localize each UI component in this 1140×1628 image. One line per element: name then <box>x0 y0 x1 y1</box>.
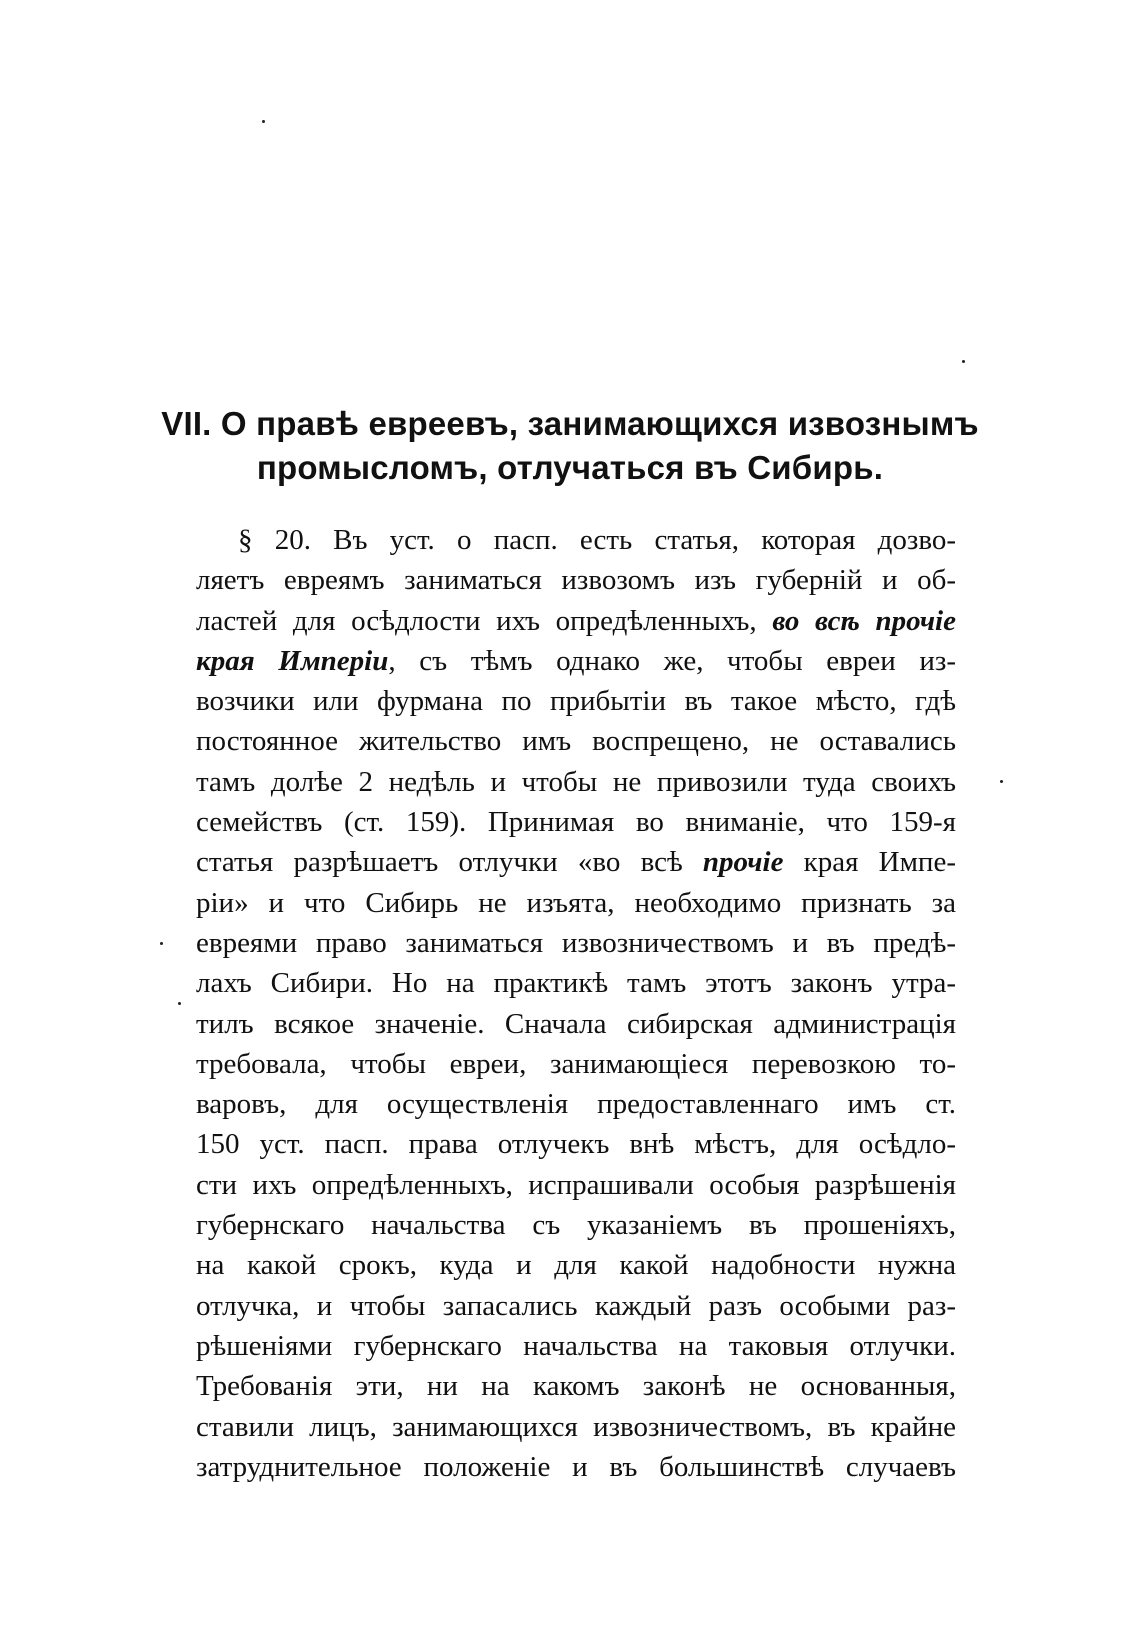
text-span: тилъ всякое значеніе. Сначала сибирская администрація <box>196 1007 956 1040</box>
text-line <box>196 721 956 761</box>
text-line <box>196 560 956 600</box>
text-line <box>196 762 956 802</box>
text-span: Требованія эти, ни на какомъ законѣ не основанныя, <box>196 1370 956 1403</box>
text-span: на какой срокъ, куда и для какой надобности нужна <box>196 1249 956 1282</box>
text-line <box>196 1245 956 1285</box>
text-line <box>196 641 956 681</box>
print-speck <box>1000 780 1003 783</box>
text-line <box>196 1447 956 1487</box>
section-heading <box>150 402 990 490</box>
text-span: , съ тѣмъ однако же, чтобы евреи из- <box>388 644 956 677</box>
text-span: 150 уст. пасп. права отлучекъ внѣ мѣстъ, для осѣдло- <box>196 1128 956 1161</box>
text-span: возчики или фурмана по прибытіи въ такое мѣсто, гдѣ <box>196 685 956 718</box>
print-speck <box>262 120 265 123</box>
paragraph <box>196 520 956 1487</box>
text-span: ластей для осѣдлости ихъ опредѣленныхъ, <box>196 604 773 637</box>
text-span: варовъ, для осуществленія предоставленнаго имъ ст. <box>196 1088 956 1121</box>
text-span: постоянное жительство имъ воспрещено, не оставались <box>196 725 956 758</box>
text-line <box>196 802 956 842</box>
text-span: ляетъ евреямъ заниматься извозомъ изъ губерній и об- <box>196 564 956 597</box>
italic-span: прочіе <box>702 846 784 879</box>
text-line <box>196 1205 956 1245</box>
text-line <box>196 601 956 641</box>
text-span: тамъ долѣе 2 недѣль и чтобы не привозили туда своихъ <box>196 765 956 798</box>
italic-span: во всѣ прочіе <box>772 604 956 637</box>
italic-span: края Имперіи <box>196 644 389 677</box>
heading-line-2: промысломъ, отлучаться въ Сибирь. <box>256 449 884 486</box>
text-line <box>196 1165 956 1205</box>
text-span: ставили лицъ, занимающихся извозничествомъ, въ крайне <box>196 1410 956 1443</box>
text-span: губернскаго начальства съ указаніемъ въ прошеніяхъ, <box>196 1209 956 1242</box>
text-span: ріи» и что Сибирь не изъята, необходимо признать за <box>196 886 956 919</box>
text-line <box>196 1084 956 1124</box>
text-span: рѣшеніями губернскаго начальства на таковыя отлучки. <box>196 1329 956 1362</box>
text-span: лахъ Сибири. Но на практикѣ тамъ этотъ законъ утра- <box>196 967 956 1000</box>
text-span: затруднительное положеніе и въ большинствѣ случаевъ <box>196 1450 956 1483</box>
text-span: края Импе- <box>783 846 956 879</box>
text-line <box>196 1366 956 1406</box>
print-speck <box>178 1002 181 1005</box>
text-span: § 20. Въ уст. о пасп. есть статья, которая дозво- <box>238 524 956 556</box>
text-line <box>196 1326 956 1366</box>
text-span: статья разрѣшаетъ отлучки «во всѣ <box>196 846 703 879</box>
text-line <box>196 681 956 721</box>
text-line <box>196 923 956 963</box>
text-line <box>196 842 956 882</box>
text-line <box>196 520 956 560</box>
text-line <box>196 883 956 923</box>
text-line <box>196 1044 956 1084</box>
text-span: семействъ (ст. 159). Принимая во вниманіе, что 159-я <box>196 806 956 839</box>
text-span: сти ихъ опредѣленныхъ, испрашивали особыя разрѣшенія <box>196 1168 956 1201</box>
text-span: евреями право заниматься извозничествомъ и въ предѣ- <box>196 926 956 959</box>
text-line <box>196 963 956 1003</box>
text-span: требовала, чтобы евреи, занимающіеся перевозкою то- <box>196 1047 956 1080</box>
print-speck <box>160 942 163 945</box>
text-line <box>196 1286 956 1326</box>
text-line <box>196 1124 956 1164</box>
text-line <box>196 1004 956 1044</box>
print-speck <box>962 360 965 363</box>
heading-line-1: VII. О правѣ евреевъ, занимающихся извознымъ <box>161 405 979 442</box>
text-span: отлучка, и чтобы запасались каждый разъ особыми раз- <box>196 1289 956 1322</box>
text-line <box>196 1407 956 1447</box>
